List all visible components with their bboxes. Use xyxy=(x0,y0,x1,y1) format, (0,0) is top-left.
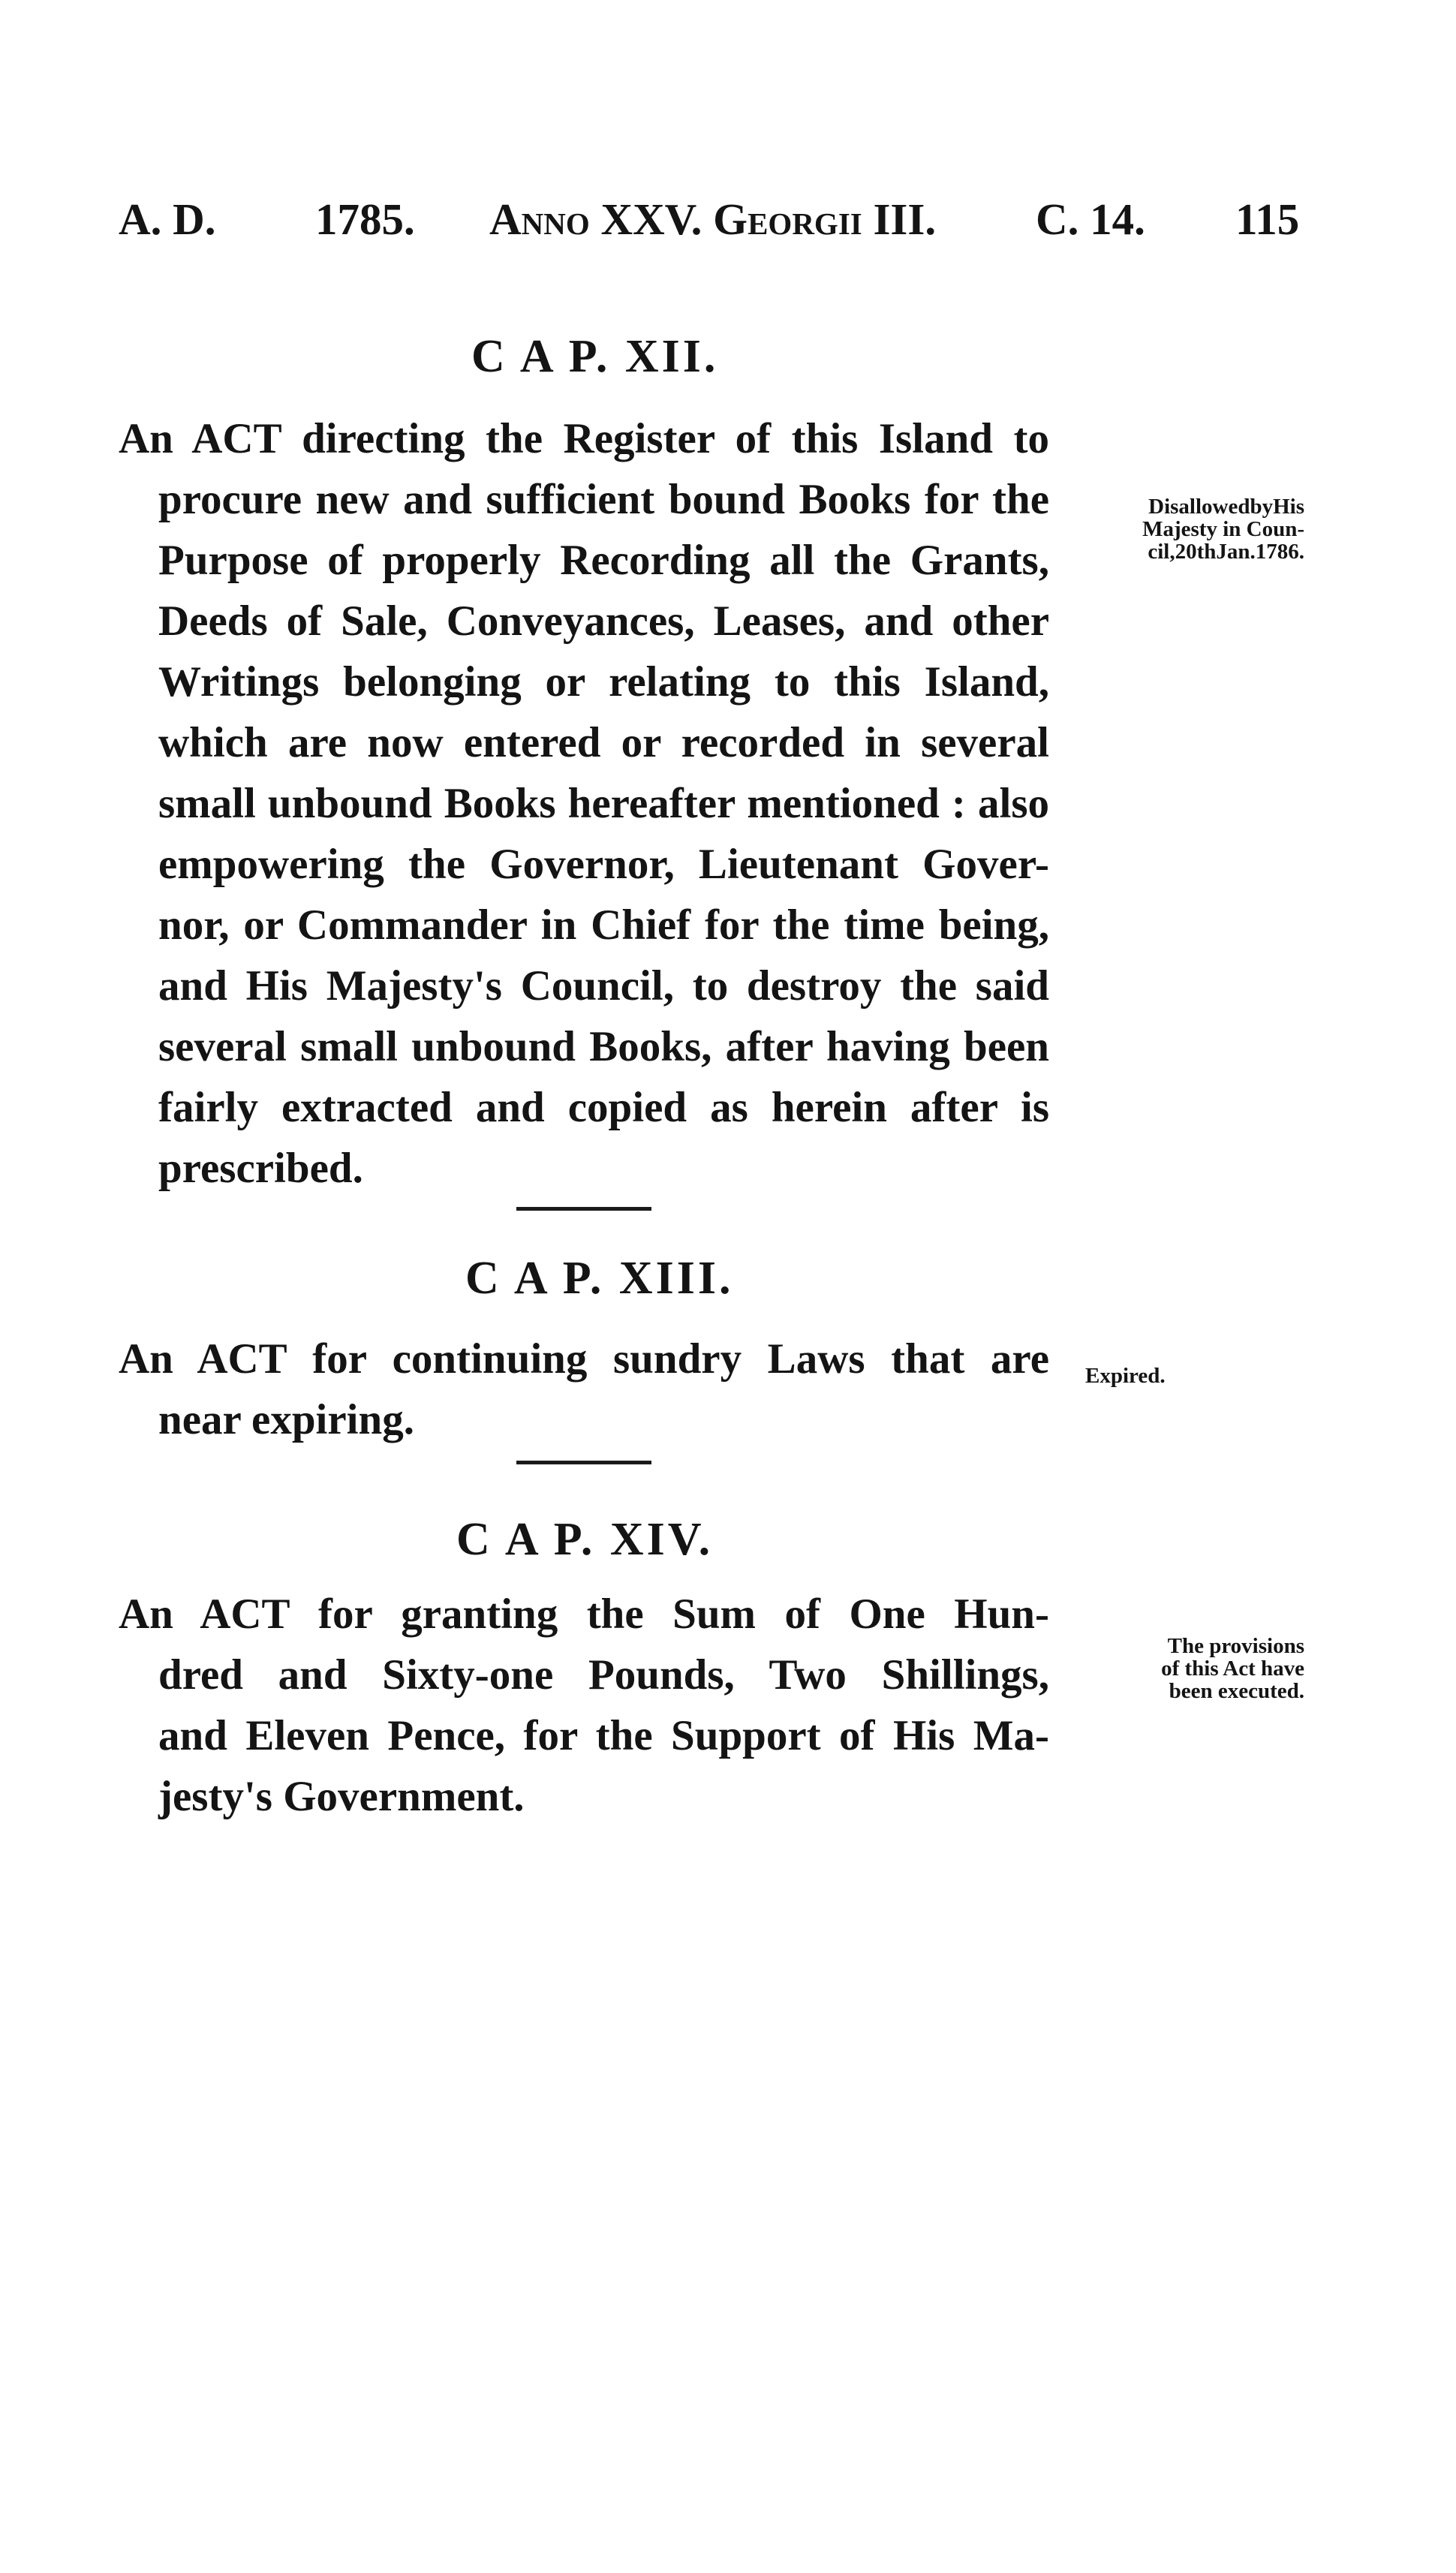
running-head-chapter: C. 14. xyxy=(1036,194,1145,244)
act-line: several small unbound Books, after having been xyxy=(158,1023,1049,1070)
act-line: which are now entered or recorded in several xyxy=(158,719,1049,766)
act-line: and His Majesty's Council, to destroy the said xyxy=(158,962,1049,1010)
act-line: dred and Sixty-one Pounds, Two Shillings, xyxy=(158,1651,1049,1699)
running-head-ad: A. D. xyxy=(119,194,216,244)
section-divider xyxy=(516,1461,651,1464)
act-line: Writings belonging or relating to this Island, xyxy=(158,658,1049,706)
act-line: and Eleven Pence, for the Support of His Ma- xyxy=(158,1712,1049,1759)
margin-note-xiv xyxy=(1057,1635,1304,1702)
chapter-heading-xii: C A P. XII. xyxy=(471,331,719,382)
act-line: prescribed. xyxy=(158,1145,363,1192)
act-text-xiii xyxy=(119,1329,1049,1450)
margin-note-line: The provisions xyxy=(1167,1634,1304,1658)
act-line: small unbound Books hereafter mentioned : also xyxy=(158,780,1049,827)
act-line: near expiring. xyxy=(158,1396,414,1443)
act-line: Purpose of properly Recording all the Grants, xyxy=(158,537,1049,584)
margin-note-line: Expired. xyxy=(1085,1364,1166,1388)
act-text-xii xyxy=(119,408,1049,1199)
margin-note-line: DisallowedbyHis xyxy=(1148,495,1304,519)
margin-note-xiii xyxy=(1085,1365,1333,1387)
act-line: procure new and sufficient bound Books for the xyxy=(158,476,1049,523)
act-text-xiv xyxy=(119,1584,1049,1827)
margin-note-xii xyxy=(1057,495,1304,563)
act-line: empowering the Governor, Lieutenant Gover- xyxy=(158,841,1049,888)
margin-note-line: Majesty in Coun- xyxy=(1142,517,1304,541)
act-line: An ACT for granting the Sum of One Hun- xyxy=(119,1590,1049,1638)
section-divider xyxy=(516,1207,651,1211)
running-head-year: 1785. xyxy=(315,194,415,244)
act-line: nor, or Commander in Chief for the time being, xyxy=(158,901,1049,949)
act-line: An ACT for continuing sundry Laws that are xyxy=(119,1335,1049,1383)
margin-note-line: of this Act have xyxy=(1161,1657,1304,1681)
act-line: Deeds of Sale, Conveyances, Leases, and other xyxy=(158,597,1049,645)
chapter-heading-xiii: C A P. XIII. xyxy=(465,1253,734,1304)
act-line: An ACT directing the Register of this Island to xyxy=(119,415,1049,462)
margin-note-line: cil,20thJan.1786. xyxy=(1148,540,1304,564)
act-line: jesty's Government. xyxy=(158,1773,525,1820)
margin-note-line: been executed. xyxy=(1169,1679,1304,1703)
running-head-regnal-year: Anno XXV. Georgii III. xyxy=(489,194,937,244)
page-number: 115 xyxy=(1235,194,1300,244)
chapter-heading-xiv: C A P. XIV. xyxy=(456,1514,714,1565)
running-head xyxy=(119,194,1304,254)
act-line: fairly extracted and copied as herein after is xyxy=(158,1084,1049,1131)
